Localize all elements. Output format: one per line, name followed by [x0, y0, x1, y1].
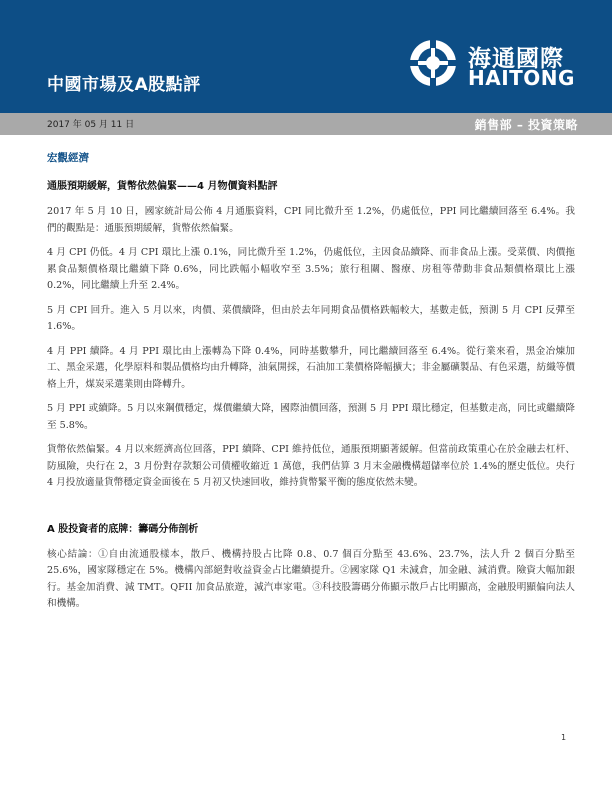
- logo-chinese-text: 海通國際: [468, 46, 564, 72]
- article-paragraph: 貨幣依然偏緊。4 月以來經濟高位回落，PPI 續降、CPI 維持低位，通脹預期顯著緩解。但當前政策重心在於金融去杠杆、防風險，央行在 2，3 月份對存款類公司債權收縮近 1 萬億，我們估算 3 月末金融機構超儲率位於 1.4%的歷史低位。央行 4 月投放適量貨幣穩定資金面後在 5 月初又快速回收，維持貨幣緊平衡的態度依然未變。: [47, 444, 575, 488]
- section-label: 宏觀經濟: [47, 152, 89, 164]
- article-paragraph: 核心結論：①自由流通股樣本，散戶、機構持股占比降 0.8、0.7 個百分點至 43.6%、23.7%，法人升 2 個百分點至 25.6%，國家隊穩定在 5%。機構內部絕對收益資金占比繼續提升。②國家隊 Q1 未減倉，加金融、減消費。險資大幅加銀行。基金加消費、減 TMT。QFII 加食品旅遊，減汽車家電。③科技股籌碼分佈顯示散戶占比明顯高，金融股明顯偏向法人和機構。: [47, 548, 575, 609]
- article-heading: A 股投資者的底牌：籌碼分佈剖析: [47, 523, 199, 535]
- header-banner: [0, 0, 612, 113]
- article-paragraph: 5 月 CPI 回升。進入 5 月以來，肉價、菜價續降，但由於去年同期食品價格跌幅較大，基數走低，預測 5 月 CPI 反彈至 1.6%。: [47, 304, 575, 332]
- logo-english-text: HAITONG: [468, 66, 575, 90]
- report-date: 2017 年 05 月 11 日: [47, 120, 135, 130]
- department-label: 銷售部 – 投資策略: [474, 118, 578, 132]
- article-heading: 通脹預期緩解，貨幣依然偏緊——4 月物價資料點評: [47, 181, 278, 192]
- article-paragraph: 4 月 CPI 仍低。4 月 CPI 環比上漲 0.1%，同比微升至 1.2%，仍處低位，主因食品續降、而非食品上漲。受菜價、肉價拖累食品類價格環比繼續下降 0.6%，同比跌幅小幅收窄至 3.5%；旅行租關、醫療、房租等帶動非食品類價格環比上漲 0.2%，同比繼續上升至 2.4%。: [47, 247, 575, 291]
- haitong-logo-icon: [408, 38, 458, 88]
- report-title: 中國市場及A股點評: [47, 75, 201, 95]
- article-paragraph: 5 月 PPI 或續降。5 月以來鋼價穩定，煤價繼續大降，國際油價回落，預測 5 月 PPI 環比穩定，但基數走高，同比或繼續降至 5.8%。: [47, 403, 575, 431]
- article-paragraph: 2017 年 5 月 10 日，國家統計局公佈 4 月通脹資料，CPI 同比微升至 1.2%，仍處低位，PPI 同比繼續回落至 6.4%。我們的觀點是：通脹預期緩解，貨幣依然偏緊。: [47, 206, 575, 234]
- page-number: 1: [561, 733, 567, 742]
- report-body: [47, 150, 575, 621]
- article-paragraph: 4 月 PPI 續降。4 月 PPI 環比由上漲轉為下降 0.4%，同時基數攀升，同比繼續回落至 6.4%。從行業來看，黑金冶煉加工、黑金采選，化學原料和製品價格均由升轉降，油氣開採，石油加工業價格降幅擴大；非金屬礦製品、有色采選，紡織等價格上升，煤炭采選業則由降轉升。: [47, 345, 575, 390]
